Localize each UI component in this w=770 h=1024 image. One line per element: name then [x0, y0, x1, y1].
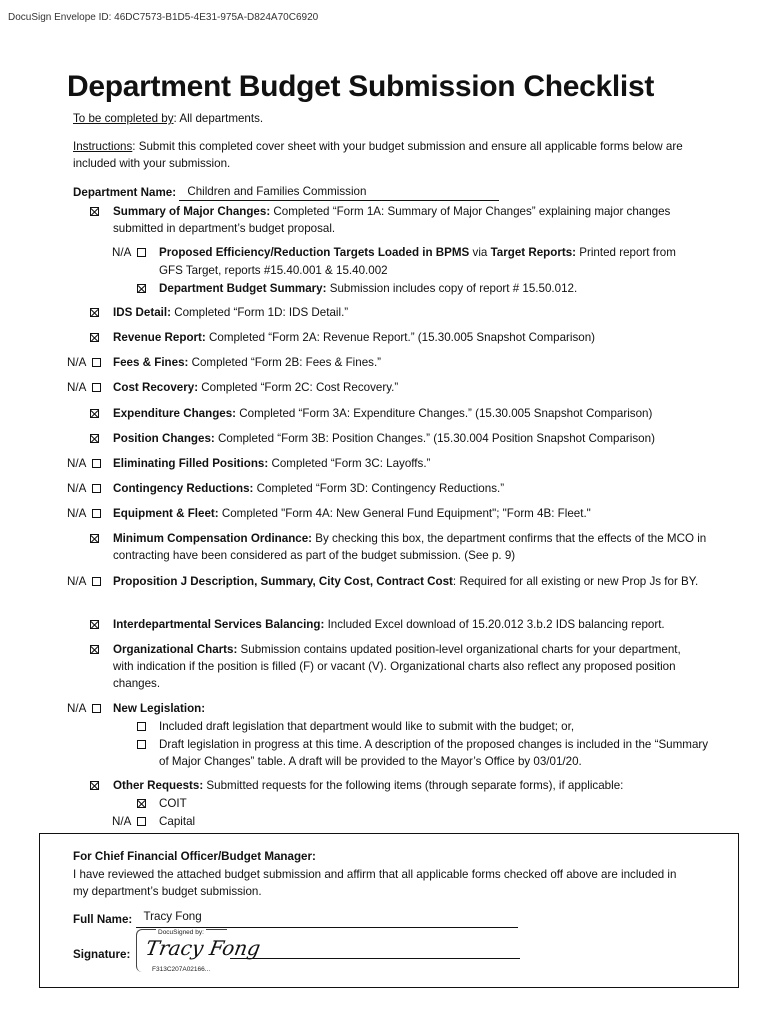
cost-recovery-na-label: N/A: [67, 381, 87, 394]
department-name-label: Department Name:: [73, 186, 177, 199]
capital-na-label: N/A: [112, 815, 132, 828]
other-title: Other Requests:: [113, 779, 204, 792]
equipment-item: [113, 505, 591, 522]
to-be-completed-value: : All departments.: [173, 112, 264, 125]
eliminating-item: [113, 455, 430, 472]
cost-recovery-text: Completed “Form 2C: Cost Recovery.”: [198, 381, 399, 394]
summary-item: [113, 203, 703, 237]
cost-recovery-item: [113, 379, 398, 396]
fees-item: [113, 354, 381, 371]
contingency-na-label: N/A: [67, 482, 87, 495]
expenditure-checkbox[interactable]: [90, 409, 99, 418]
equipment-text: Completed "Form 4A: New General Fund Equipment"; "Form 4B: Fleet.": [218, 507, 591, 520]
legislation-sub1-checkbox[interactable]: [137, 722, 146, 731]
full-name-value: Tracy Fong: [143, 910, 202, 923]
to-be-completed-label: To be completed by: [73, 112, 174, 125]
legislation-sub2-checkbox[interactable]: [137, 740, 146, 749]
org-charts-checkbox[interactable]: [90, 645, 99, 654]
mco-checkbox[interactable]: [90, 534, 99, 543]
prop-j-checkbox[interactable]: [92, 577, 101, 586]
full-name-row: [73, 911, 518, 928]
efficiency-title: Proposed Efficiency/Reduction Targets Loaded in BPMS: [159, 246, 470, 259]
ids-detail-title: IDS Detail:: [113, 306, 171, 319]
ids-detail-item: [113, 304, 348, 321]
department-name-field[interactable]: [179, 187, 499, 201]
cost-recovery-title: Cost Recovery:: [113, 381, 199, 394]
position-item: [113, 430, 655, 447]
signature-id: F313C207A02166...: [152, 966, 211, 973]
prop-j-text: : Required for all existing or new Prop Js for BY.: [452, 575, 699, 588]
interdept-title: Interdepartmental Services Balancing:: [113, 618, 325, 631]
eliminating-na-label: N/A: [67, 457, 87, 470]
fees-title: Fees & Fines:: [113, 356, 189, 369]
efficiency-item: [159, 244, 676, 261]
legislation-sub1: Included draft legislation that department would like to submit with the budget; or,: [159, 720, 575, 733]
expenditure-text: Completed “Form 3A: Expenditure Changes.” (15.30.005 Snapshot Comparison): [236, 407, 653, 420]
dept-summary-title: Department Budget Summary:: [159, 282, 327, 295]
revenue-text: Completed “Form 2A: Revenue Report.” (15.30.005 Snapshot Comparison): [205, 331, 596, 344]
dept-summary-item: [159, 280, 577, 297]
revenue-item: [113, 329, 595, 346]
full-name-field[interactable]: [136, 910, 518, 928]
summary-checkbox[interactable]: [90, 207, 99, 216]
signature-field[interactable]: [230, 946, 520, 959]
other-text: Submitted requests for the following items (through separate forms), if applicable:: [203, 779, 624, 792]
legislation-checkbox[interactable]: [92, 704, 101, 713]
revenue-checkbox[interactable]: [90, 333, 99, 342]
position-title: Position Changes:: [113, 432, 215, 445]
equipment-checkbox[interactable]: [92, 509, 101, 518]
expenditure-item: [113, 405, 652, 422]
fees-text: Completed “Form 2B: Fees & Fines.”: [188, 356, 382, 369]
cfo-text: I have reviewed the attached budget submission and affirm that all applicable forms checked off above are included in my department’s budget submission.: [73, 868, 677, 898]
other-item: [113, 777, 623, 794]
contingency-title: Contingency Reductions:: [113, 482, 254, 495]
envelope-id: DocuSign Envelope ID: 46DC7573-B1D5-4E31-975A-D824A70C6920: [8, 12, 319, 23]
cfo-heading: For Chief Financial Officer/Budget Manager:: [73, 850, 316, 863]
instructions-label: Instructions: [73, 140, 133, 153]
instructions: [73, 138, 703, 172]
interdept-checkbox[interactable]: [90, 620, 99, 629]
legislation-title: New Legislation:: [113, 702, 206, 715]
eliminating-title: Eliminating Filled Positions:: [113, 457, 269, 470]
org-charts-title: Organizational Charts:: [113, 643, 238, 656]
signature-label: Signature:: [73, 948, 131, 961]
department-name-row: [73, 184, 499, 201]
docusigned-by-label: DocuSigned by:: [158, 929, 204, 936]
contingency-checkbox[interactable]: [92, 484, 101, 493]
ids-detail-checkbox[interactable]: [90, 308, 99, 317]
page-title: Department Budget Submission Checklist: [67, 70, 655, 103]
prop-j-item: [113, 573, 708, 590]
revenue-title: Revenue Report:: [113, 331, 206, 344]
legislation-na-label: N/A: [67, 702, 87, 715]
capital-checkbox[interactable]: [137, 817, 146, 826]
summary-title: Summary of Major Changes:: [113, 205, 271, 218]
contingency-item: [113, 480, 504, 497]
eliminating-text: Completed “Form 3C: Layoffs.”: [268, 457, 431, 470]
contingency-text: Completed “Form 3D: Contingency Reductions.”: [253, 482, 505, 495]
coit-label: COIT: [159, 797, 187, 810]
fees-na-label: N/A: [67, 356, 87, 369]
efficiency-line2: GFS Target, reports #15.40.001 & 15.40.002: [159, 264, 388, 277]
equipment-na-label: N/A: [67, 507, 87, 520]
position-text: Completed “Form 3B: Position Changes.” (15.30.004 Position Snapshot Comparison): [214, 432, 655, 445]
prop-j-na-label: N/A: [67, 575, 87, 588]
equipment-title: Equipment & Fleet:: [113, 507, 219, 520]
legislation-sub2: Draft legislation in progress at this time. A description of the proposed changes is included in the “Summary of Major Changes” table. A draft will be provided to the Mayor’s Office by 03/01/20.: [159, 738, 709, 768]
interdept-item: [113, 616, 665, 633]
fees-checkbox[interactable]: [92, 358, 101, 367]
mco-text: By checking this box, the department confirms that the effects of the MCO in contracting have been considered as part of the budget submission. (See p. 9): [113, 532, 707, 562]
coit-checkbox[interactable]: [137, 799, 146, 808]
interdept-text: Included Excel download of 15.20.012 3.b.2 IDS balancing report.: [324, 618, 665, 631]
mco-title: Minimum Compensation Ordinance:: [113, 532, 313, 545]
summary-text: Completed “Form 1A: Summary of Major Changes” explaining major changes submitted in department’s budget proposal.: [113, 205, 671, 235]
cost-recovery-checkbox[interactable]: [92, 383, 101, 392]
efficiency-na-label: N/A: [112, 246, 132, 259]
efficiency-title2: Target Reports:: [490, 246, 577, 259]
eliminating-checkbox[interactable]: [92, 459, 101, 468]
expenditure-title: Expenditure Changes:: [113, 407, 237, 420]
signature-script: Tracy Fong: [143, 936, 263, 960]
dept-summary-checkbox[interactable]: [137, 284, 146, 293]
ids-detail-text: Completed “Form 1D: IDS Detail.”: [170, 306, 349, 319]
signature-label-row: [73, 946, 130, 963]
capital-label: Capital: [159, 815, 196, 828]
prop-j-title: Proposition J Description, Summary, City Cost, Contract Cost: [113, 575, 453, 588]
to-be-completed-line: [73, 110, 263, 127]
efficiency-checkbox[interactable]: [137, 248, 146, 257]
mco-item: [113, 530, 708, 564]
department-name-value: Children and Families Commission: [187, 185, 367, 198]
position-checkbox[interactable]: [90, 434, 99, 443]
full-name-label: Full Name:: [73, 913, 133, 926]
dept-summary-text: Submission includes copy of report # 15.50.012.: [326, 282, 578, 295]
efficiency-text: Printed report from: [576, 246, 676, 259]
other-checkbox[interactable]: [90, 781, 99, 790]
org-charts-item: [113, 641, 698, 692]
efficiency-via: via: [469, 246, 491, 259]
instructions-text: : Submit this completed cover sheet with your budget submission and ensure all applicable forms below are included with your submission.: [73, 140, 683, 170]
org-charts-text: Submission contains updated position-level organizational charts for your department, with indication if the position is filled (F) or vacant (V). Organizational charts also reflect any proposed position changes.: [113, 643, 681, 690]
